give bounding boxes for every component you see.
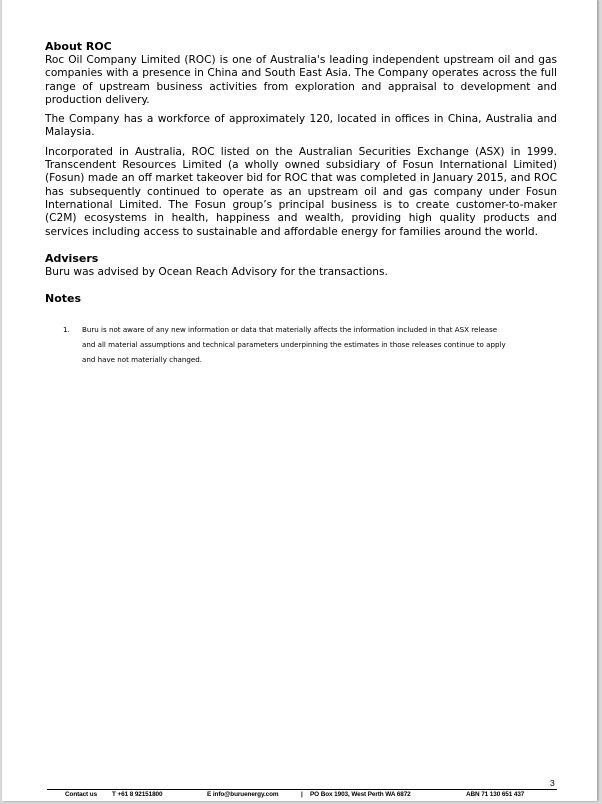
notes-list [45, 322, 557, 367]
note-item [63, 322, 557, 367]
note-line-2: and all material assumptions and technical parameters underpinning the estimates in those releases continue to apply [82, 340, 506, 350]
footer-contact-label: Contact us [65, 791, 98, 798]
footer-po-box: PO Box 1903, West Perth WA 6872 [310, 791, 411, 798]
footer-divider [47, 789, 557, 790]
advisers-text: Buru was advised by Ocean Reach Advisory for the transactions. [45, 265, 388, 278]
note-number: 1. [63, 325, 70, 335]
page-number: 3 [550, 778, 555, 788]
advisers-heading: Advisers [45, 251, 99, 265]
note-line-3: and have not materially changed. [82, 355, 203, 365]
about-paragraph-3: Incorporated in Australia, ROC listed on the Australian Securities Exchange (ASX) in 1999. Transcendent Resources Limited (a wholly owned subsidiary of Fosun International Limited) (Fosun) made an off market takeover bid for ROC that was completed in January 2015, and ROC has subsequently continued to operate as an upstream oil and gas company under Fosun International Limited. The Fosun group’s principal business is to create customer-to-maker (C2M) ecosystems in health, happiness and wealth, providing high quality products and services including access to sustainable and affordable energy for families around the world. [45, 145, 557, 238]
notes-heading: Notes [45, 292, 82, 306]
footer-phone: T +61 8 92151800 [112, 791, 163, 798]
document-page [2, 0, 597, 801]
about-roc-heading: About ROC [45, 40, 112, 53]
footer-abn: ABN 71 130 651 437 [466, 791, 525, 798]
note-text [82, 322, 557, 367]
note-line-1: Buru is not aware of any new information or data that materially affects the information included in that ASX release [82, 325, 498, 335]
about-paragraph-2: The Company has a workforce of approximately 120, located in offices in China, Australia and Malaysia. [45, 113, 557, 139]
page-content [45, 40, 557, 367]
footer-email: E info@buruenergy.com [207, 791, 279, 798]
footer-separator: | [301, 791, 303, 798]
about-paragraph-1: Roc Oil Company Limited (ROC) is one of Australia's leading independent upstream oil and gas companies with a presence in China and South East Asia. The Company operates across the full range of upstream business activities from exploration and appraisal to development and production delivery. [45, 54, 557, 106]
